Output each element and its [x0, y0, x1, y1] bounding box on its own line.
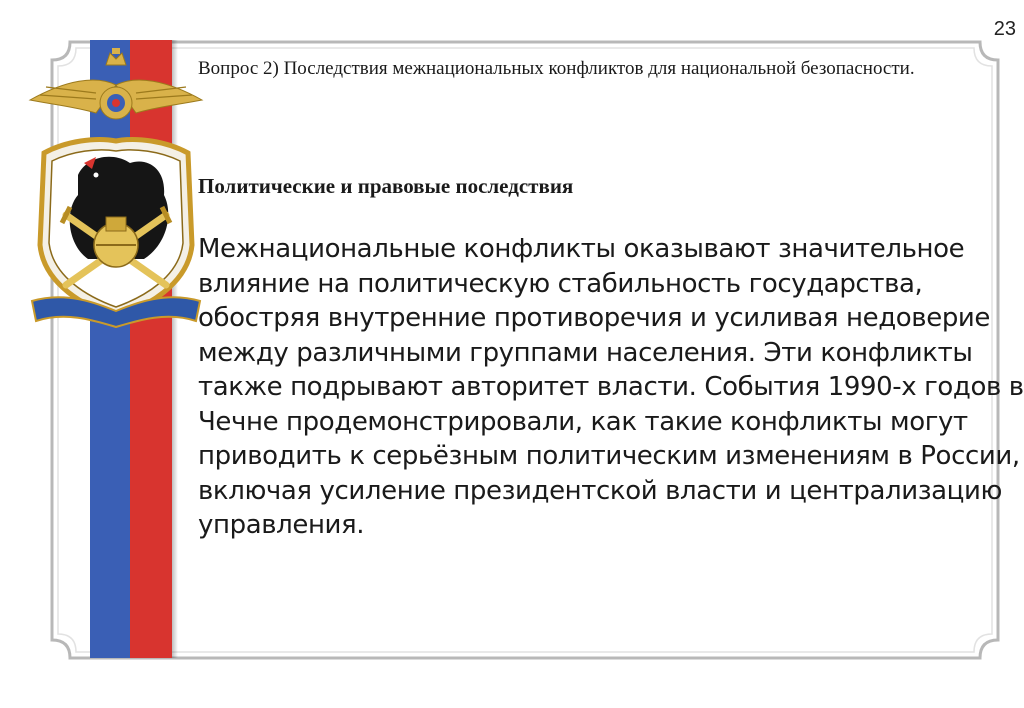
- question-title: Вопрос 2) Последствия межнациональных конфликтов для национальной безопасности.: [198, 58, 915, 79]
- page-number: 23: [993, 18, 1016, 40]
- body-line: Чечне продемонстрировали, как такие конфликты могут: [198, 406, 968, 437]
- body-line: обостряя внутренние противоречия и усиливая недоверие: [198, 303, 991, 333]
- eagle-icon: [30, 48, 202, 119]
- body-line: также подрывают авторитет власти. События 1990-х годов в: [198, 372, 1024, 402]
- body-line: включая усиление президентской власти и централизацию: [198, 475, 1002, 506]
- body-line: Межнациональные конфликты оказывают значительное: [198, 234, 965, 264]
- body-paragraph: [198, 232, 1024, 543]
- body-line: между различными группами населения. Эти конфликты: [198, 337, 973, 368]
- body-line: управления.: [198, 510, 365, 540]
- body-line: влияние на политическую стабильность государства,: [198, 268, 923, 299]
- police-academy-emblem-icon: [26, 45, 206, 330]
- body-line: приводить к серьёзным политическим изменениям в России,: [198, 441, 1020, 471]
- section-subtitle: Политические и правовые последствия: [198, 174, 574, 198]
